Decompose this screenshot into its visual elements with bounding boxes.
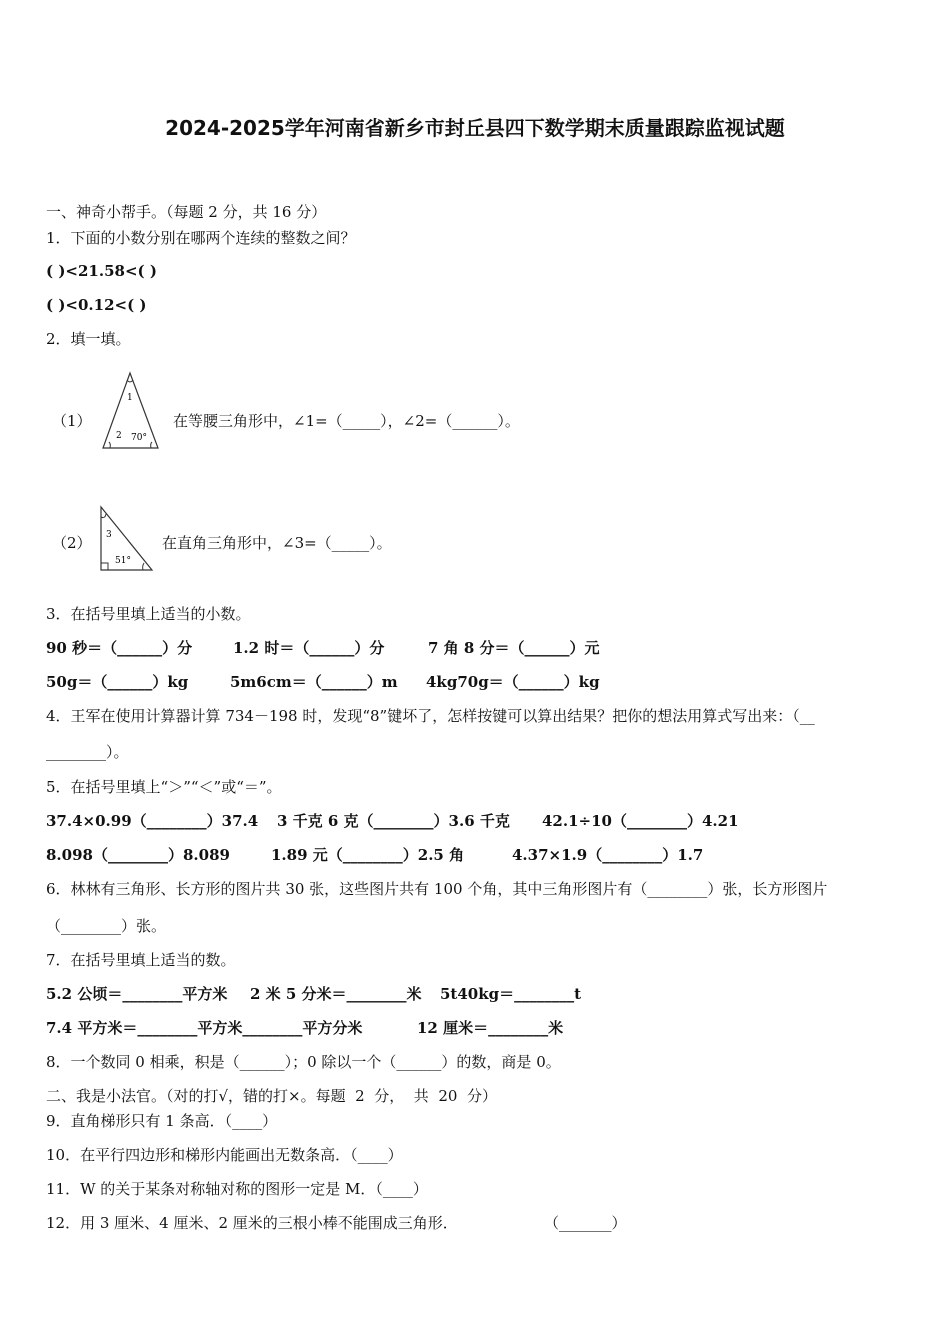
q7-r1-item1: 5.2 公顷＝________平方米: [46, 985, 228, 1003]
q5-r1-item3: 42.1÷10（________）4.21: [542, 812, 739, 830]
question-9: 9．直角梯形只有 1 条高．（____）: [46, 1112, 278, 1130]
question-2-part2-text: 在直角三角形中，∠3=（_____）。: [162, 534, 392, 552]
question-4-line2: ________）。: [46, 743, 129, 761]
q7-r1-item3: 5t40kg＝________t: [440, 985, 582, 1003]
question-3: 3．在括号里填上适当的小数。: [46, 605, 251, 623]
q5-r2-item1: 8.098（________）8.089: [46, 846, 230, 864]
q7-r2-item1: 7.4 平方米＝________平方米________平方分米: [46, 1019, 363, 1037]
question-11: 11．W 的关于某条对称轴对称的图形一定是 M．（____）: [46, 1180, 428, 1198]
q7-r1-item2: 2 米 5 分米＝________米: [250, 985, 422, 1003]
question-2-part1-text: 在等腰三角形中，∠1=（_____），∠2=（______）。: [173, 412, 520, 430]
question-8: 8．一个数同 0 相乘，积是（______）；0 除以一个（______）的数，商是 0。: [46, 1053, 561, 1071]
angle-51-label: 51°: [115, 556, 131, 566]
q3-r2-item3: 4kg70g＝（______）kg: [426, 673, 600, 691]
question-2: 2．填一填。: [46, 330, 131, 348]
question-7: 7．在括号里填上适当的数。: [46, 951, 236, 969]
angle-1-label: 1: [127, 393, 133, 403]
question-1: 1．下面的小数分别在哪两个连续的整数之间？: [46, 229, 356, 247]
question-12: 12．用 3 厘米、4 厘米、2 厘米的三根小棒不能围成三角形．: [46, 1214, 458, 1232]
question-10: 10．在平行四边形和梯形内能画出无数条高．（____）: [46, 1146, 403, 1164]
question-6-line1: 6．林林有三角形、长方形的图片共 30 张，这些图片共有 100 个角，其中三角形图片有（________）张，长方形图片: [46, 880, 828, 898]
q3-r2-item1: 50g＝（______）kg: [46, 673, 189, 691]
section-1-heading: 一、神奇小帮手。（每题 2 分，共 16 分）: [46, 203, 327, 221]
q7-r2-item2: 12 厘米＝________米: [417, 1019, 564, 1037]
q3-r1-item1: 90 秒＝（______）分: [46, 639, 193, 657]
question-5: 5．在括号里填上“＞”“＜”或“＝”。: [46, 778, 282, 796]
q3-r1-item3: 7 角 8 分＝（______）元: [428, 639, 600, 657]
right-triangle-figure: [98, 505, 156, 573]
section-2-heading: 二、我是小法官。（对的打√，错的打×。每题 2 分， 共 20 分）: [46, 1087, 497, 1105]
angle-3-label: 3: [106, 530, 112, 540]
q5-r2-item2: 1.89 元（________）2.5 角: [271, 846, 465, 864]
question-2-part1-label: （1）: [52, 412, 92, 430]
question-1a: ( )<21.58<( ): [46, 262, 157, 280]
question-1b: ( )<0.12<( ): [46, 296, 147, 314]
isosceles-triangle-figure: [100, 370, 162, 452]
question-6-line2: （________）张。: [46, 917, 167, 935]
q5-r1-item2: 3 千克 6 克（________）3.6 千克: [277, 812, 510, 830]
question-12-blank: （_______）: [544, 1214, 627, 1232]
angle-2-label: 2: [116, 431, 122, 441]
angle-70-label: 70°: [131, 433, 147, 443]
q5-r1-item1: 37.4×0.99（________）37.4: [46, 812, 259, 830]
question-2-part2-label: （2）: [52, 534, 92, 552]
q3-r1-item2: 1.2 时＝（______）分: [233, 639, 385, 657]
q5-r2-item3: 4.37×1.9（________）1.7: [512, 846, 704, 864]
q3-r2-item2: 5m6cm＝（______）m: [230, 673, 398, 691]
question-4-line1: 4．王军在使用计算器计算 734－198 时，发现“8”键坏了，怎样按键可以算出结果？把你的想法用算式写出来：（__: [46, 707, 815, 725]
page-title: 2024-2025学年河南省新乡市封丘县四下数学期末质量跟踪监视试题: [165, 116, 785, 140]
